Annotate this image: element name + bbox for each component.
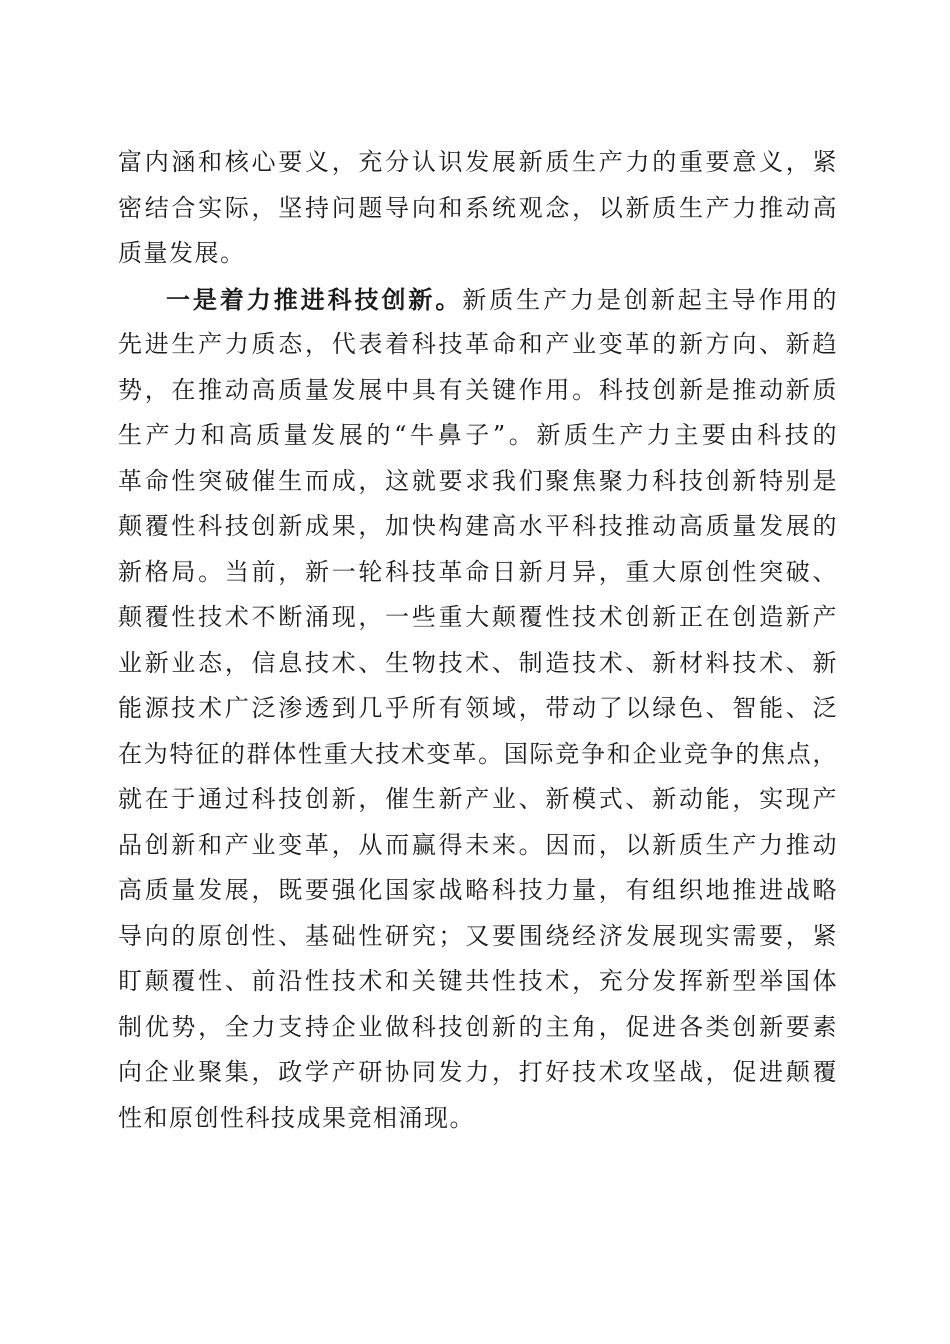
- text-line-rest: 新质生产力是创新起主导作用的: [462, 285, 838, 314]
- text-line: 革命性突破催生而成，这就要求我们聚焦聚力科技创新特别是: [118, 466, 838, 495]
- text-line: 性和原创性科技成果竞相涌现。: [118, 1103, 475, 1132]
- text-line: 高质量发展，既要强化国家战略科技力量，有组织地推进战略: [118, 876, 838, 904]
- text-line: 导向的原创性、基础性研究；又要围绕经济发展现实需要，紧: [118, 921, 838, 950]
- text-line: 能源技术广泛渗透到几乎所有领域，带动了以绿色、智能、泛: [118, 694, 838, 722]
- text-line: 品创新和产业变革，从而赢得未来。因而，以新质生产力推动: [118, 830, 838, 859]
- text-line: 盯颠覆性、前沿性技术和关键共性技术，充分发挥新型举国体: [118, 967, 838, 995]
- text-line: 颠覆性科技创新成果，加快构建高水平科技推动高质量发展的: [118, 512, 838, 540]
- text-line: 在为特征的群体性重大技术变革。国际竞争和企业竞争的焦点，: [118, 739, 838, 768]
- text-line: 先进生产力质态，代表着科技革命和产业变革的新方向、新趋: [118, 330, 838, 358]
- paragraph-2: [118, 277, 838, 1142]
- text-line: 密结合实际，坚持问题导向和系统观念，以新质生产力推动高: [118, 193, 838, 222]
- text-line: 富内涵和核心要义，充分认识发展新质生产力的重要意义，紧: [118, 148, 838, 176]
- text-line: 就在于通过科技创新，催生新产业、新模式、新动能，实现产: [118, 785, 838, 813]
- text-line: 制优势，全力支持企业做科技创新的主角，促进各类创新要素: [118, 1012, 838, 1041]
- section-heading: 一是着力推进科技创新。: [166, 284, 463, 314]
- text-line: 势，在推动高质量发展中具有关键作用。科技创新是推动新质: [118, 375, 838, 404]
- text-line: 向企业聚集，政学产研协同发力，打好技术攻坚战，促进颠覆: [118, 1058, 838, 1086]
- text-line: 质量发展。: [118, 239, 246, 267]
- body-text: [118, 140, 838, 1141]
- paragraph-1: [118, 140, 838, 277]
- text-line-first: [118, 277, 838, 323]
- text-line: 颠覆性技术不断涌现，一些重大颠覆性技术创新正在创造新产: [118, 603, 838, 631]
- text-line: 新格局。当前，新一轮科技革命日新月异，重大原创性突破、: [118, 557, 838, 586]
- text-line: 业新业态，信息技术、生物技术、制造技术、新材料技术、新: [118, 648, 838, 677]
- text-line: 生产力和高质量发展的“牛鼻子”。新质生产力主要由科技的: [118, 421, 838, 449]
